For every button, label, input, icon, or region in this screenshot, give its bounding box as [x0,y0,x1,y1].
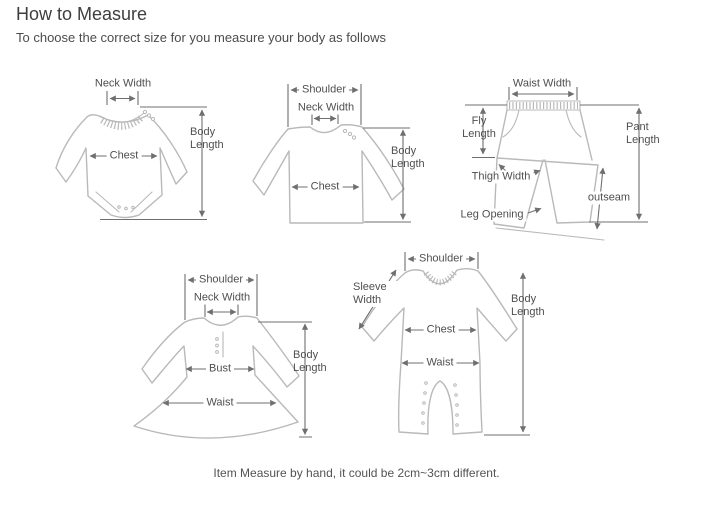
pants-pockets [503,110,581,137]
bodysuit-outline [56,115,187,218]
shirt-outline [253,125,404,223]
label-romper-body-length: Body Length [511,293,545,318]
label-bodysuit-body-length: Body Length [190,126,224,151]
romper-collar-ribbing [426,272,455,282]
label-bodysuit-chest: Chest [107,150,142,163]
label-pants-thigh-width: Thigh Width [469,171,534,184]
dress-outline [134,316,299,438]
label-pants-waist-width: Waist Width [512,77,572,90]
label-pants-outseam: outseam [585,192,633,205]
footer-note: Item Measure by hand, it could be 2cm~3cm different. [213,466,500,480]
shirt-neck-buttons [343,129,355,139]
label-dress-shoulder: Shoulder [196,274,246,287]
label-shirt-shoulder: Shoulder [299,84,349,97]
label-dress-waist: Waist [203,397,236,410]
label-pants-fly-length: Fly Length [462,115,496,140]
label-romper-waist: Waist [423,357,456,370]
label-pants-pant-length: Pant Length [626,121,660,146]
romper-diagram [359,252,530,435]
page-title: How to Measure [16,4,148,24]
label-shirt-body-length: Body Length [391,145,425,170]
dress-buttons [216,338,219,354]
label-romper-chest: Chest [424,324,459,337]
label-dress-neck-width: Neck Width [191,292,253,305]
label-romper-sleeve-width: Sleeve Width [350,281,400,307]
romper-measure-lines [359,252,530,435]
label-bodysuit-neck-width: Neck Width [94,77,152,90]
label-pants-leg-opening: Leg Opening [458,209,527,222]
page-subtitle: To choose the correct size for you measure your body as follows [16,30,386,45]
label-dress-body-length: Body Length [293,349,327,374]
label-shirt-neck-width: Neck Width [295,102,357,115]
label-romper-shoulder: Shoulder [416,253,466,266]
label-dress-bust: Bust [206,363,234,376]
label-shirt-chest: Chest [308,181,343,194]
